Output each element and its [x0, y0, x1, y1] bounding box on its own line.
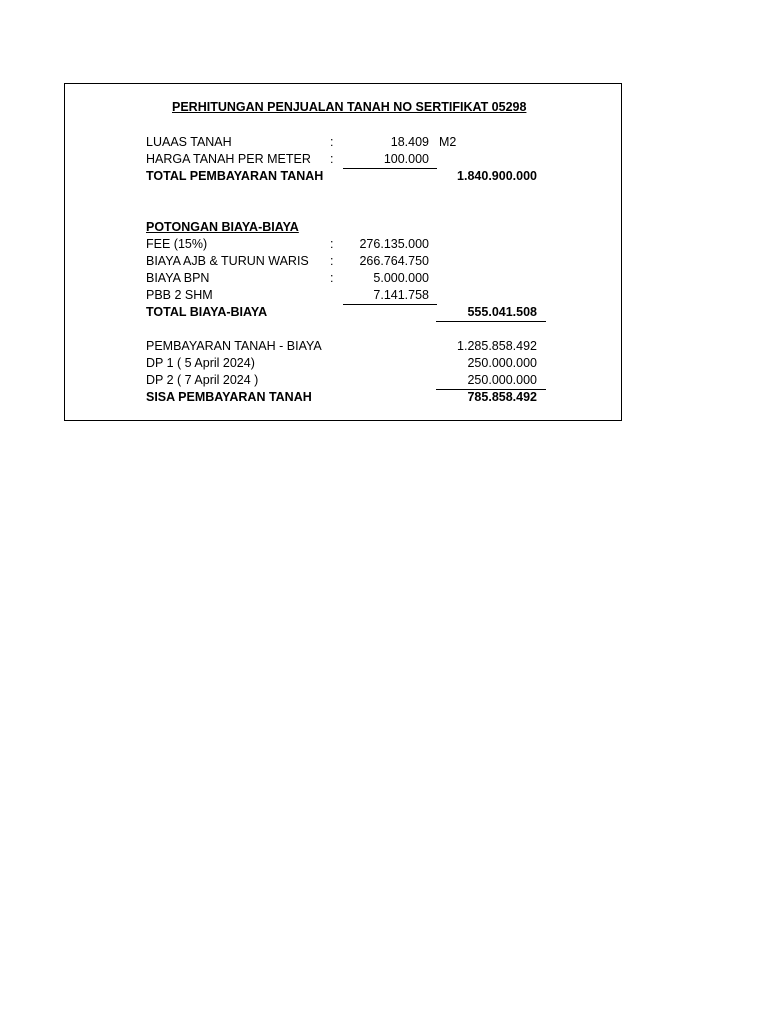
colon-separator: : — [330, 254, 334, 268]
colon-separator: : — [330, 237, 334, 251]
total-line — [436, 321, 546, 322]
dp2-value: 250.000.000 — [467, 373, 537, 387]
deductions-total-value: 555.041.508 — [467, 305, 537, 319]
land-area-label: LUAAS TANAH — [146, 135, 232, 149]
deduction-value: 7.141.758 — [373, 288, 429, 302]
remaining-payment-value: 785.858.492 — [467, 390, 537, 404]
dp2-label: DP 2 ( 7 April 2024 ) — [146, 373, 259, 387]
colon-separator: : — [330, 271, 334, 285]
price-per-meter-label: HARGA TANAH PER METER — [146, 152, 311, 166]
net-payment-label: PEMBAYARAN TANAH - BIAYA — [146, 339, 322, 353]
deductions-heading: POTONGAN BIAYA-BIAYA — [146, 220, 299, 234]
land-total-label: TOTAL PEMBAYARAN TANAH — [146, 169, 324, 183]
land-total-value: 1.840.900.000 — [457, 169, 537, 183]
deduction-label: BIAYA BPN — [146, 271, 210, 285]
deduction-value: 266.764.750 — [359, 254, 429, 268]
dp1-value: 250.000.000 — [467, 356, 537, 370]
deduction-value: 276.135.000 — [359, 237, 429, 251]
colon-separator: : — [330, 135, 334, 149]
net-payment-value: 1.285.858.492 — [457, 339, 537, 353]
subtotal-line — [343, 304, 437, 305]
land-area-unit: M2 — [439, 135, 457, 149]
colon-separator: : — [330, 152, 334, 166]
deduction-label: BIAYA AJB & TURUN WARIS — [146, 254, 309, 268]
deductions-total-label: TOTAL BIAYA-BIAYA — [146, 305, 268, 319]
deduction-value: 5.000.000 — [373, 271, 429, 285]
remaining-payment-label: SISA PEMBAYARAN TANAH — [146, 390, 312, 404]
deduction-label: PBB 2 SHM — [146, 288, 213, 302]
land-area-value: 18.409 — [390, 135, 429, 149]
dp1-label: DP 1 ( 5 April 2024) — [146, 356, 255, 370]
deduction-label: FEE (15%) — [146, 237, 208, 251]
document-title: PERHITUNGAN PENJUALAN TANAH NO SERTIFIKAT 05298 — [172, 100, 527, 114]
subtotal-line — [343, 168, 437, 169]
calculation-sheet — [64, 83, 622, 421]
price-per-meter-value: 100.000 — [383, 152, 429, 166]
